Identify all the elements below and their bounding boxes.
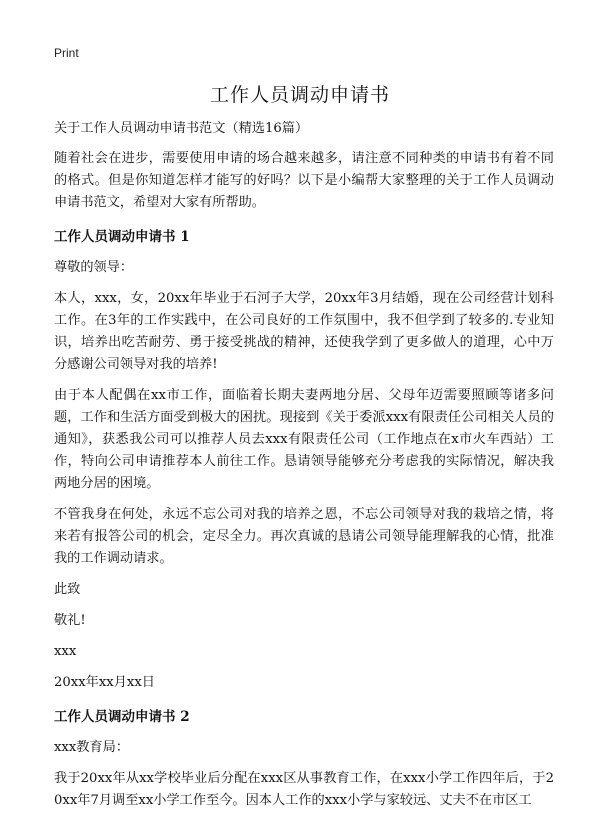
- page-title: 工作人员调动申请书: [209, 84, 390, 106]
- document-subtitle: 关于工作人员调动申请书范文（精选16篇）: [54, 121, 309, 136]
- section-2-heading: 工作人员调动申请书 2: [54, 709, 190, 725]
- section-1-date: 20xx年xx月xx日: [54, 675, 155, 690]
- intro-paragraph: 随着社会在进步，需要使用申请的场合越来越多，请注意不同种类的申请书有着不同的格式。但是你知道怎样才能写的好吗？以下是小编帮大家整理的关于工作人员调动申请书范文，希望对大家有所帮助。: [54, 151, 554, 210]
- section-1-heading: 工作人员调动申请书 1: [54, 229, 190, 245]
- section-2-paragraph: 我于20xx年从xx学校毕业后分配在xxx区从事教育工作，在xxx小学工作四年后，于20xx年7月调至xx小学工作至今。因本人工作的xxx小学与家较远、丈夫不在市区工: [54, 771, 554, 808]
- document-body: [54, 118, 554, 821]
- section-1-salutation: 尊敬的领导：: [54, 260, 134, 275]
- section-2-salutation: xxx教育局：: [54, 740, 130, 755]
- section-1-closing: 此致: [54, 582, 81, 597]
- section-1-paragraph: 由于本人配偶在xx市工作，面临着长期夫妻两地分居、父母年迈需要照顾等诸多问题，工作和生活方面受到极大的困扰。现接到《关于委派xxx有限责任公司相关人员的通知》，获悉我公司可以推荐人员去xxx有限责任公司（工作地点在x市火车西站）工作，特向公司申请推荐本人前往工作。恳请领导能够充分考虑我的实际情况，解决我两地分居的困境。: [54, 388, 554, 491]
- section-1-signature: xxx: [54, 644, 77, 659]
- print-link[interactable]: Print: [54, 46, 79, 60]
- section-1-paragraph: 不管我身在何处，永远不忘公司对我的培养之恩，不忘公司领导对我的栽培之情，将来若有报答公司的机会，定尽全力。再次真诚的恳请公司领导能理解我的心情，批准我的工作调动请求。: [54, 507, 554, 566]
- section-1-regards: 敬礼!: [54, 613, 86, 628]
- section-1-paragraph: 本人，xxx，女，20xx年毕业于石河子大学，20xx年3月结婚，现在公司经营计划科工作。在3年的工作实践中，在公司良好的工作氛围中，我不但学到了较多的.专业知识，培养出吃苦耐劳、勇于接受挑战的精神，还使我学到了更多做人的道理，心中万分感谢公司领导对我的培养!: [54, 291, 554, 372]
